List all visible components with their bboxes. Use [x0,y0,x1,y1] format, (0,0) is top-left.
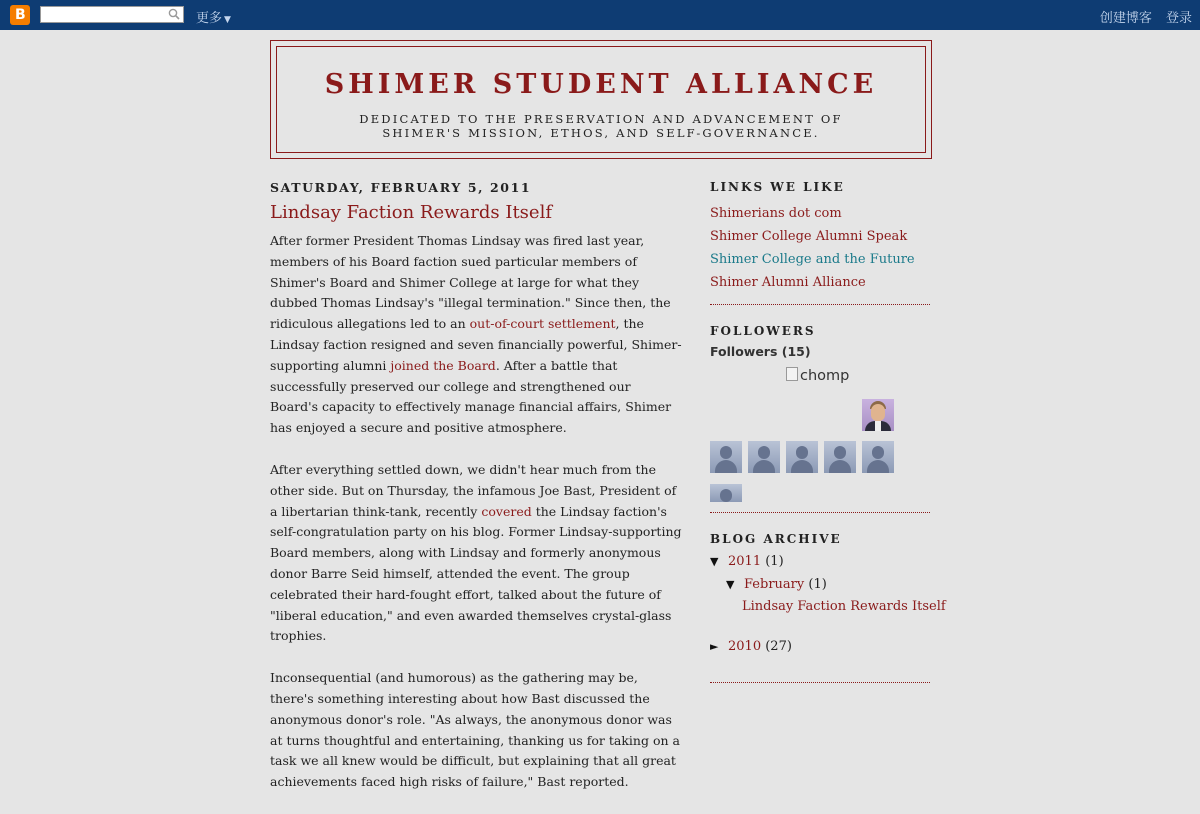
more-menu-label: 更多 [196,11,223,26]
broken-image-icon [786,367,798,381]
blog-archive [710,551,946,658]
archive-link-2010[interactable]: 2010 [728,638,762,654]
navbar [0,0,1200,30]
archive-count: (1) [808,576,827,592]
paragraph-text: , the Lindsay faction resigned and seven financially powerful, Shimer-supporting alumni [270,316,682,373]
date-header: SATURDAY, FEBRUARY 5, 2011 [270,180,532,195]
link-shimer-alumni-speak[interactable]: Shimer College Alumni Speak [710,229,908,244]
blog-description: DEDICATED TO THE PRESERVATION AND ADVANCEMENT OF SHIMER'S MISSION, ETHOS, AND SELF-GOVERNANCE. [359,112,843,140]
navbar-search[interactable] [40,6,184,23]
main-column [270,180,682,814]
joined-the-board-link[interactable]: joined the Board [390,357,496,373]
links-list [710,202,930,294]
links-widget-title: LINKS WE LIKE [710,180,845,194]
followers-widget [710,324,930,512]
out-of-court-settlement-link[interactable]: out-of-court settlement [469,316,616,332]
sidebar [710,180,946,702]
follower-avatar[interactable] [710,441,742,473]
blogger-logo-icon[interactable]: B [10,5,30,25]
archive-year-2011 [710,551,930,574]
follower-avatar-photo[interactable] [862,399,894,431]
archive-post [710,596,946,619]
link-shimer-alumni-alliance[interactable]: Shimer Alumni Alliance [710,275,866,290]
followers-widget-title: FOLLOWERS [710,324,816,338]
follower-avatar[interactable] [786,441,818,473]
divider [710,682,930,683]
paragraph-text: the Lindsay faction's self-congratulation party on his blog. Former Lindsay-supporting Board members, along with Lindsay and formerly anonymous donor Barre Seid himself, attended the event. The group celebrated their hard-fought effort, talked about the future of "liberal education," and even awarded themselves crystal-glass trophies. [270,503,682,644]
create-blog-link[interactable]: 创建博客 [1099,11,1152,26]
follower-avatar[interactable] [862,441,894,473]
follower-avatar[interactable] [748,441,780,473]
chevron-down-icon: ▼ [224,15,231,25]
paragraph-text: . After a battle that successfully preserved our college and strengthened our Board's capacity to effectively manage financial affairs, Shimer has enjoyed a secure and positive atmosphere. [270,357,672,436]
login-link[interactable]: 登录 [1165,11,1192,26]
archive-count: (1) [765,554,784,569]
followers-count: Followers (15) [710,344,811,359]
blog-header [270,40,932,159]
archive-link-2011[interactable]: 2011 [728,554,762,569]
link-shimer-college-and-the-future[interactable]: Shimer College and the Future [710,252,915,267]
post-paragraph [270,460,682,647]
archive-widget-title: BLOG ARCHIVE [710,532,842,546]
post-title[interactable]: Lindsay Faction Rewards Itself [270,202,552,223]
search-input[interactable] [43,7,163,22]
archive-link-february[interactable]: February [744,576,805,592]
broken-image-alt: chomp [800,368,850,384]
expanded-toggle-icon[interactable]: ▼ [726,577,735,591]
follower-avatar[interactable] [710,484,742,502]
post-paragraph [270,231,682,439]
archive-post-link[interactable]: Lindsay Faction Rewards Itself [742,599,946,614]
post-paragraph [270,668,682,793]
paragraph-text: After former President Thomas Lindsay was fired last year, members of his Board faction sued particular members of Shimer's Board and Shimer College at large for what they dubbed Thomas Lindsay's "illegal termination." Since then, the ridiculous allegations led to an [270,233,671,332]
archive-year-2010 [710,636,930,659]
search-icon[interactable] [168,8,180,20]
expanded-toggle-icon[interactable]: ▼ [710,555,719,568]
blog-title[interactable]: SHIMER STUDENT ALLIANCE [324,69,878,100]
divider [710,512,930,513]
link-shimerians-dot-com[interactable]: Shimerians dot com [710,206,842,221]
paragraph-text: After everything settled down, we didn't hear much from the other side. But on Thursday, the infamous Joe Bast, President of a libertarian think-tank, recently [270,461,677,519]
broken-image [786,367,930,384]
archive-month-february [710,574,930,597]
follower-avatar[interactable] [824,441,856,473]
covered-link[interactable]: covered [481,503,532,519]
paragraph-text: Inconsequential (and humorous) as the gathering may be, there's something interesting about how Bast discussed the anonymous donor's role. "As always, the anonymous donor was at turns thoughtful and entertaining, thanking us for taking on a task we all knew would be difficult, but explaining that all great achievements faced high risks of failure," Bast reported. [270,670,680,790]
post-body [270,231,682,793]
more-menu-button[interactable] [196,7,231,26]
divider [710,304,930,305]
archive-count: (27) [765,638,792,654]
collapsed-toggle-icon[interactable]: ► [710,639,719,653]
